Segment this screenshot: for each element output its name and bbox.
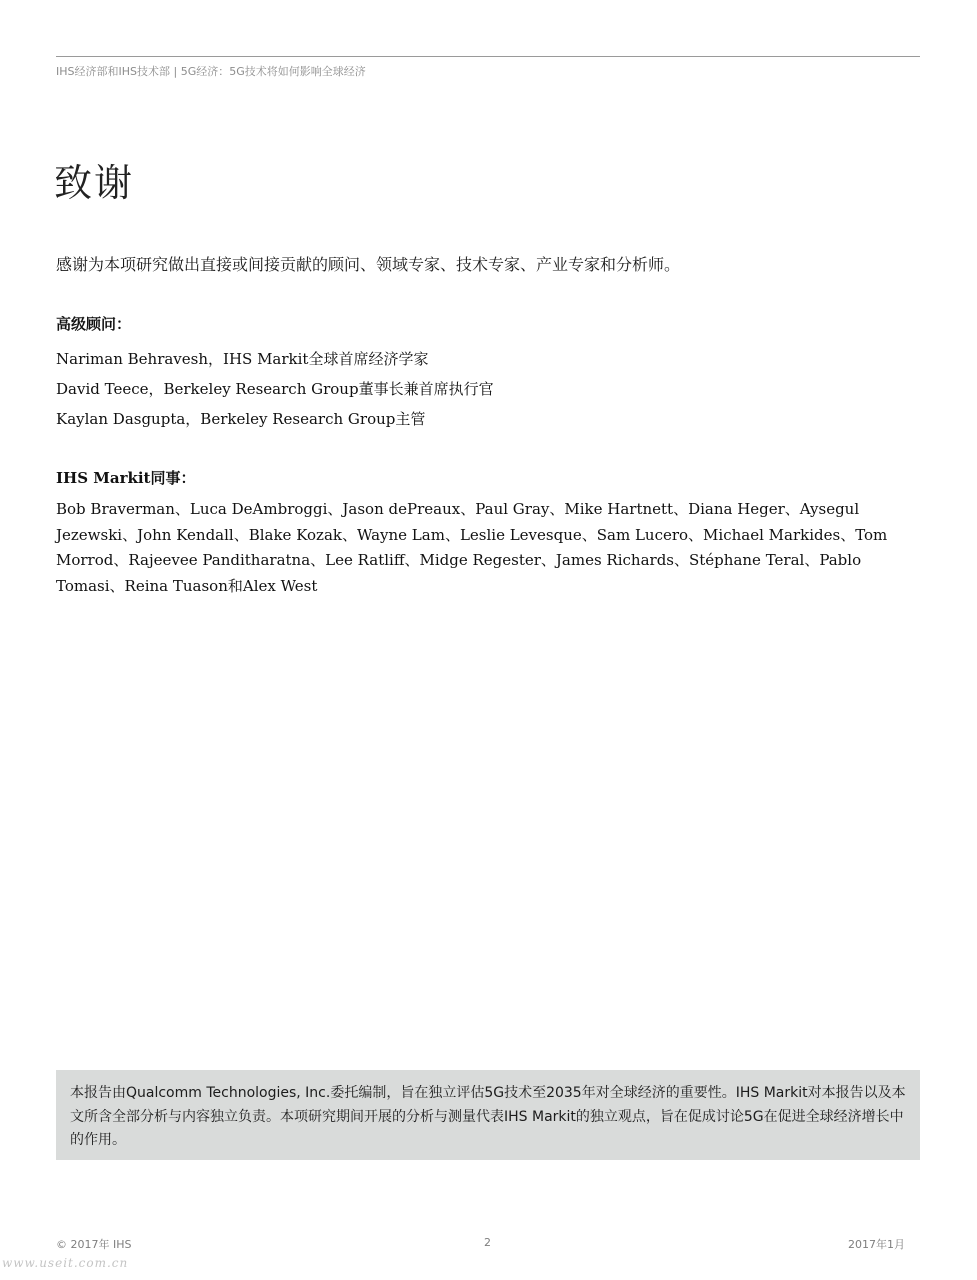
colleagues-heading: IHS Markit同事： [56,469,196,487]
running-header: IHS经济部和IHS技术部 | 5G经济：5G技术将如何影响全球经济 [56,65,366,78]
disclaimer-text: 本报告由Qualcomm Technologies, Inc.委托编制，旨在独立评估5G技术至2035年对全球经济的重要性。IHS Markit对本报告以及本文所含全部分析与内容独立负责。本项研究期间开展的分析与测量代表IHS Markit的独立观点，旨在促成讨论5G在促进全球经济增长中的作用。 [70,1085,906,1148]
disclaimer-box [56,1070,920,1160]
colleagues-list: Bob Braverman、Luca DeAmbroggi、Jason dePreaux、Paul Gray、Mike Hartnett、Diana Heger、Aysegul Jezewski、John Kendall、Blake Kozak、Wayne Lam、Leslie Levesque、Sam Lucero、Michael Markides、Tom Morrod、Rajeevee Panditharatna、Lee Ratliff、Midge Regester、James Richards、Stéphane Teral、Pablo Tomasi、Reina Tuason和Alex West [56,500,888,595]
intro-paragraph: 感谢为本项研究做出直接或间接贡献的顾问、领域专家、技术专家、产业专家和分析师。 [56,255,681,274]
footer-page-number: 2 [484,1236,491,1249]
footer-date: 2017年1月 [848,1238,905,1251]
senior-advisors-heading: 高级顾问： [56,315,132,333]
watermark: www.useit.com.cn [2,1256,129,1270]
advisor-item: Kaylan Dasgupta，Berkeley Research Group主管 [56,410,426,428]
footer-copyright: © 2017年 IHS [56,1238,132,1251]
advisor-item: Nariman Behravesh，IHS Markit全球首席经济学家 [56,350,429,368]
senior-advisors-list [56,344,494,434]
page-title: 致谢 [54,161,135,205]
advisor-item: David Teece，Berkeley Research Group董事长兼首席执行官 [56,380,494,398]
header-divider [56,56,920,57]
